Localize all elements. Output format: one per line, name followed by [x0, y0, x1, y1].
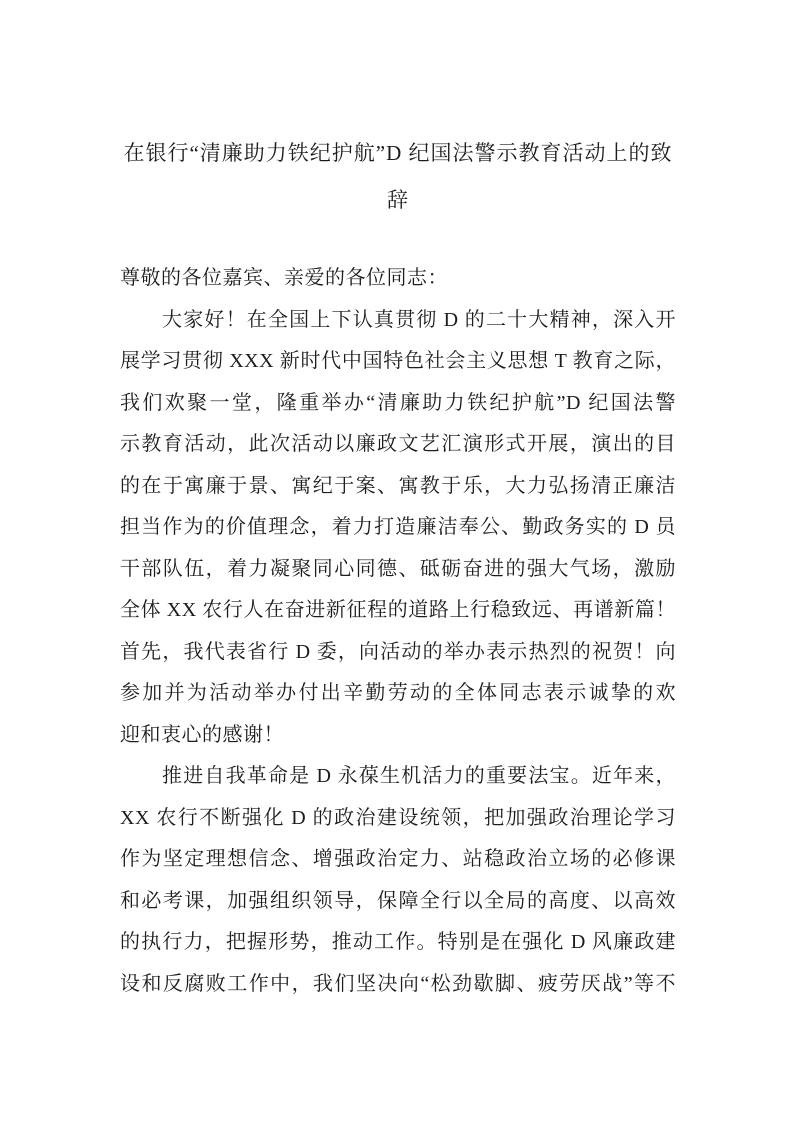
body-line: 参加并为活动举办付出辛勤劳动的全体同志表示诚挚的欢 — [120, 682, 676, 704]
document-title — [120, 130, 676, 224]
body-line: 设和反腐败工作中，我们坚决向“松劲歇脚、疲劳厌战”等不 — [120, 972, 676, 995]
body-line: 全体 XX 农行人在奋进新征程的道路上行稳致远、再谱新篇！ — [120, 599, 676, 621]
title-line-1: 在银行“清廉助力铁纪护航”D 纪国法警示教育活动上的致 — [123, 141, 673, 165]
body-line: 示教育活动，此次活动以廉政文艺汇演形式开展，演出的目 — [120, 433, 676, 455]
body-line: 的在于寓廉于景、寓纪于案、寓教于乐，大力弘扬清正廉洁 — [120, 474, 676, 497]
document-body — [120, 258, 676, 1005]
body-line: 担当作为的价值理念，着力打造廉洁奉公、勤政务实的 D 员 — [120, 516, 676, 538]
body-line: 首先，我代表省行 D 委，向活动的举办表示热烈的祝贺！向 — [120, 640, 676, 663]
body-line: 作为坚定理想信念、增强政治定力、站稳政治立场的必修课 — [120, 848, 676, 870]
body-line: 的执行力，把握形势，推动工作。特别是在强化 D 风廉政建 — [120, 931, 676, 953]
body-line: 推进自我革命是 D 永葆生机活力的重要法宝。近年来， — [162, 765, 676, 787]
text-column — [120, 130, 676, 1005]
body-line: 尊敬的各位嘉宾、亲爱的各位同志： — [120, 267, 448, 289]
body-line: 展学习贯彻 XXX 新时代中国特色社会主义思想 T 教育之际， — [120, 350, 676, 372]
body-line: 干部队伍，着力凝聚同心同德、砥砺奋进的强大气场，激励 — [120, 557, 676, 580]
body-line: 和必考课，加强组织领导，保障全行以全局的高度、以高效 — [120, 889, 676, 912]
body-line: XX 农行不断强化 D 的政治建设统领，把加强政治理论学习 — [120, 806, 676, 829]
body-line: 大家好！在全国上下认真贯彻 D 的二十大精神，深入开 — [162, 308, 676, 331]
body-line: 我们欢聚一堂，隆重举办“清廉助力铁纪护航”D 纪国法警 — [120, 391, 676, 414]
title-line-2: 辞 — [387, 188, 409, 212]
body-line: 迎和衷心的感谢！ — [120, 723, 284, 746]
